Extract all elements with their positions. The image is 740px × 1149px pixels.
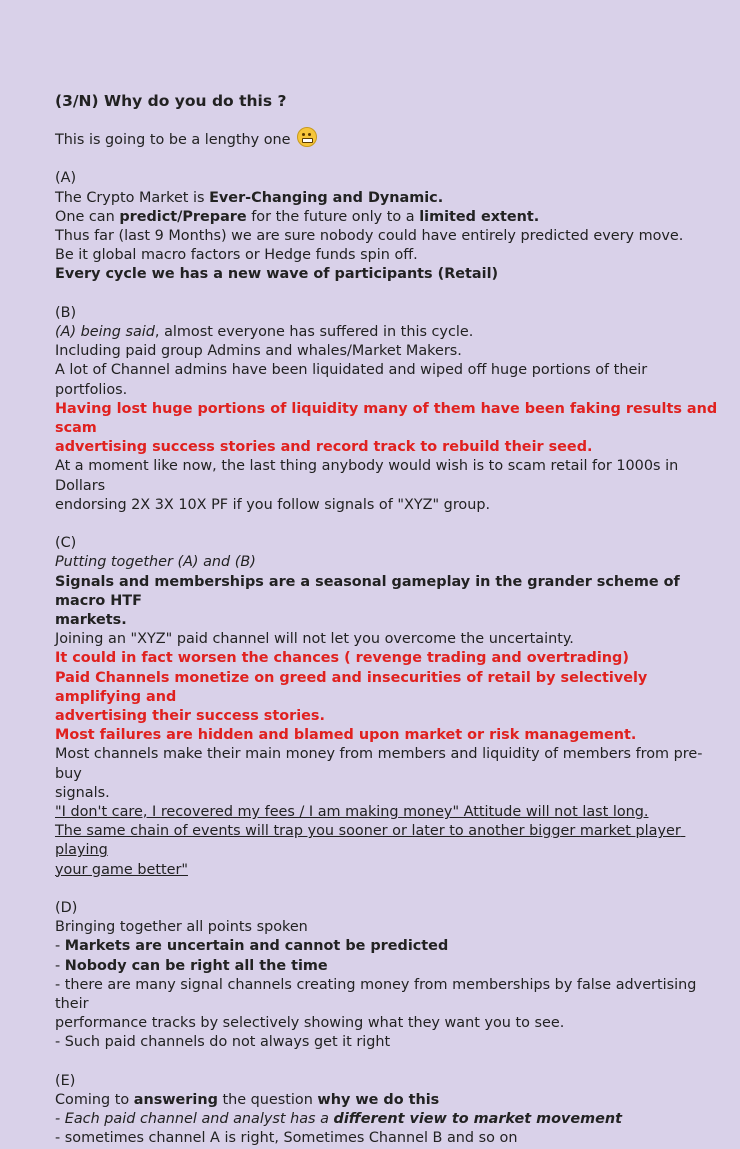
- section-e-line-1: Coming to answering the question why we do this: [55, 1092, 440, 1109]
- section-b-line-4: At a moment like now, the last thing anybody would wish is to scam retail for 1000s in Dollars: [55, 458, 683, 494]
- section-a-line-5: Every cycle we has a new wave of participants (Retail): [55, 266, 499, 283]
- section-a-label: (A): [55, 170, 77, 187]
- section-e-label: (E): [55, 1072, 76, 1089]
- section-b-line-1: (A) being said, almost everyone has suffered in this cycle.: [55, 324, 474, 340]
- section-d-line-1: Bringing together all points spoken: [55, 919, 308, 936]
- intro-text: This is going to be a lengthy one: [55, 132, 291, 148]
- section-d-line-4: - Such paid channels do not always get it right: [55, 1034, 391, 1051]
- section-b-line-5: endorsing 2X 3X 10X PF if you follow signals of "XYZ" group.: [55, 496, 491, 513]
- section-b-label: (B): [55, 304, 77, 321]
- section-c-line-4: signals.: [55, 784, 110, 801]
- section-d-bullet-1: - Markets are uncertain and cannot be predicted: [55, 938, 449, 955]
- section-c-quote-3: your game better": [55, 861, 188, 878]
- section-e-line-3: - sometimes channel A is right, Sometimes Channel B and so on: [55, 1130, 518, 1147]
- section-c-line-1: Putting together (A) and (B): [55, 554, 256, 571]
- section-c-line-2: Joining an "XYZ" paid channel will not let you overcome the uncertainty.: [55, 631, 574, 648]
- section-d-label: (D): [55, 900, 78, 917]
- section-c-quote-2: The same chain of events will trap you sooner or later to another bigger market player playing: [55, 823, 686, 859]
- section-b-warning-1: Having lost huge portions of liquidity many of them have been faking results and scam: [55, 400, 723, 437]
- section-c-warning-2: Paid Channels monetize on greed and insecurities of retail by selectively amplifying and: [55, 669, 653, 705]
- section-c-label: (C): [55, 535, 77, 552]
- section-c-warning-3: advertising their success stories.: [55, 708, 325, 725]
- section-a-line-2: One can predict/Prepare for the future only to a limited extent.: [55, 208, 540, 225]
- section-c-bold-2: markets.: [55, 612, 127, 629]
- section-a-line-4: Be it global macro factors or Hedge funds spin off.: [55, 247, 418, 264]
- section-a-line-1: The Crypto Market is Ever-Changing and Dynamic.: [55, 189, 444, 206]
- section-c-quote-1: "I don't care, I recovered my fees / I am making money" Attitude will not last long.: [55, 804, 649, 821]
- section-c-warning-1: It could in fact worsen the chances ( revenge trading and overtrading): [55, 650, 629, 667]
- section-c-line-3: Most channels make their main money from members and liquidity of members from pre-buy: [55, 746, 703, 782]
- section-d-line-3: performance tracks by selectively showing what they want you to see.: [55, 1015, 565, 1032]
- section-b-line-2: Including paid group Admins and whales/Market Makers.: [55, 343, 462, 360]
- grimacing-face-icon: [297, 127, 317, 147]
- section-d-line-2: - there are many signal channels creating money from memberships by false advertising their: [55, 976, 701, 1013]
- section-c-warning-4: Most failures are hidden and blamed upon market or risk management.: [55, 727, 637, 744]
- section-b-line-3: A lot of Channel admins have been liquidated and wiped off huge portions of their portfolios.: [55, 362, 652, 398]
- intro-line: [55, 127, 720, 150]
- section-b-warning-2: advertising success stories and record track to rebuild their seed.: [55, 439, 593, 456]
- section-d-bullet-2: - Nobody can be right all the time: [55, 957, 328, 974]
- document-body: [55, 90, 723, 1149]
- section-e-line-2: - Each paid channel and analyst has a different view to market movement: [55, 1111, 623, 1128]
- section-a-line-3: Thus far (last 9 Months) we are sure nobody could have entirely predicted every move.: [55, 228, 684, 244]
- section-c-bold-1: Signals and memberships are a seasonal gameplay in the grander scheme of macro HTF: [55, 573, 685, 609]
- page-title: (3/N) Why do you do this ?: [55, 92, 287, 110]
